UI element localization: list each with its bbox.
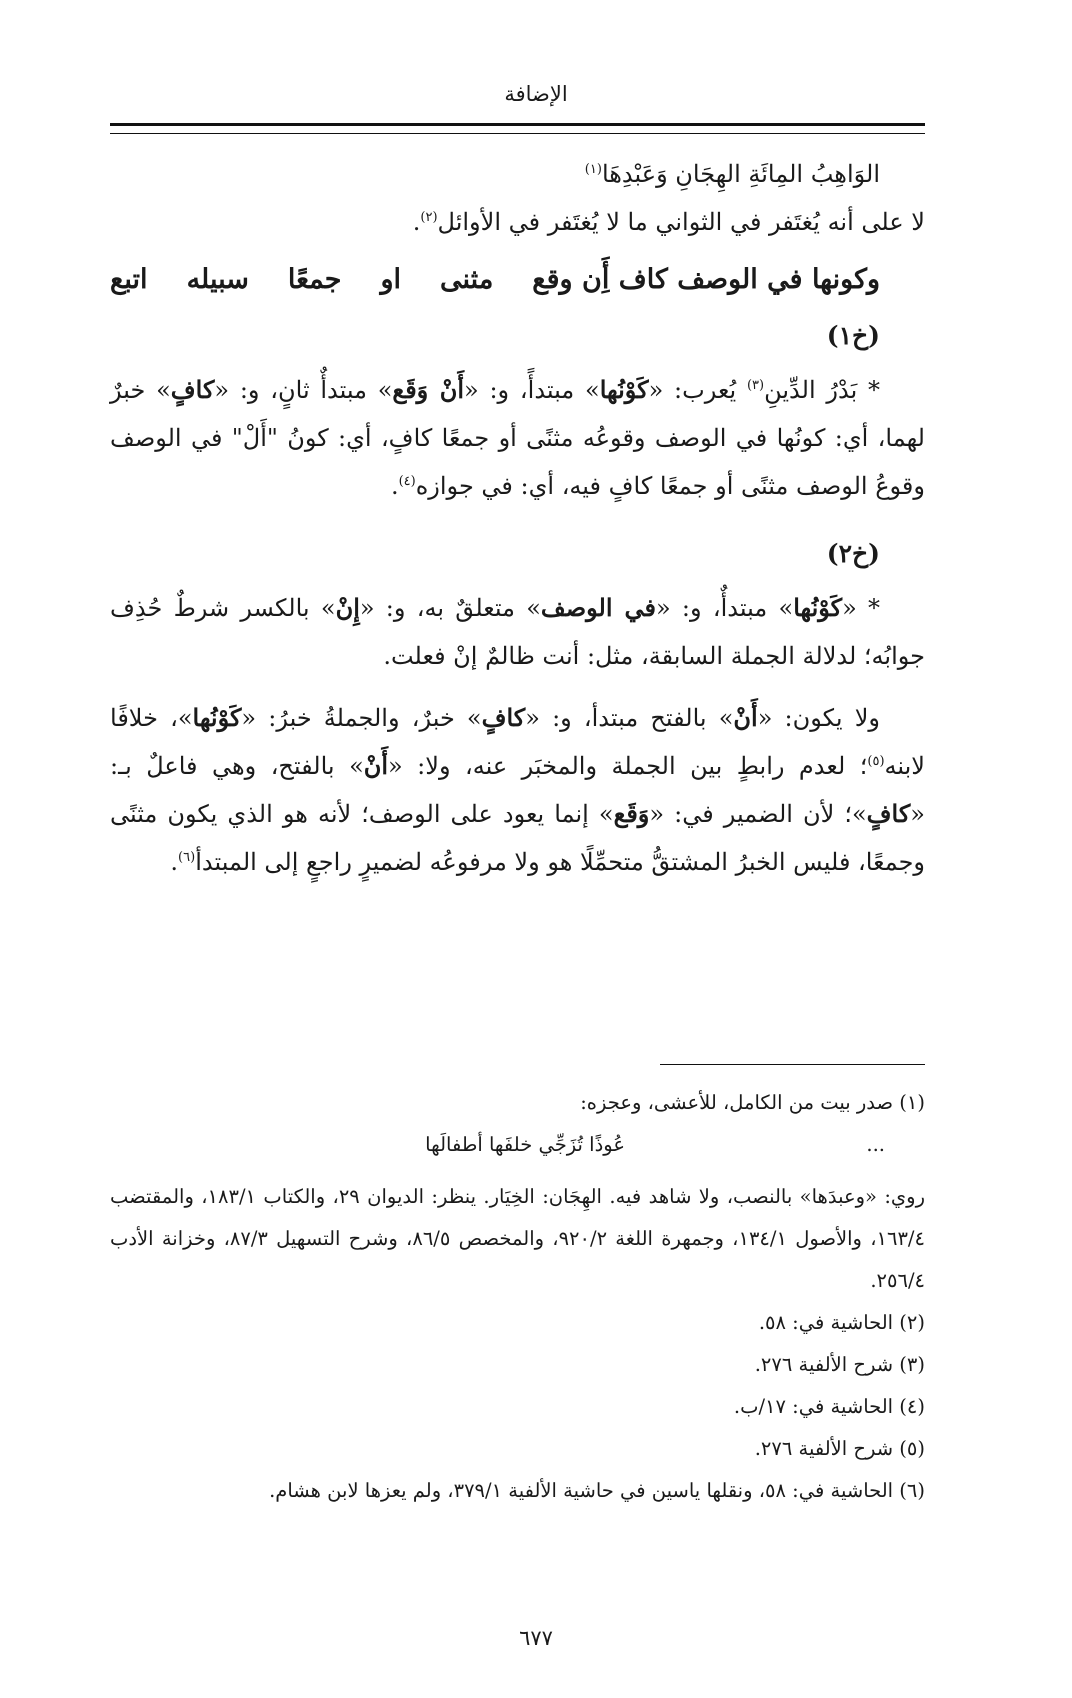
ellipsis: ... [866,1133,885,1156]
footnote-3: (٣) شرح الألفية ٢٧٦. [754,1353,925,1376]
footnote-4: (٤) الحاشية في: ١٧/ب. [733,1395,925,1418]
paragraph-3: ولا يكون: «أَنْ» بالفتح مبتدأ، و: «كافٍ» خبرٌ، والجملةُ خبرُ: «كَوْنُها»، خلافًا لابنه$^{(٥)}$؛ لعدم رابطٍ بين الجملة والمخبَر عنه، ولا: «أَنْ» بالفتح، وهي فاعلٌ بـ: «كافٍ»؛ لأن الضمير في: «وَقَع» إنما يعود على الوصف؛ لأنه هو الذي يكون مثنًى وجمعًا، فليس الخبرُ المشتقُّ متحمِّلًا هو ولا مرفوعُه لضميرٍ راجعٍ إلى المبتدأ$^{(٦)}$. [110,703,925,876]
header-rule-thick [110,123,925,126]
footnote-1-sources: روي: «وعبدَها» بالنصب، ولا شاهد فيه. الهِجَان: الخِيَار. ينظر: الديوان ٢٩، والكتاب ١٨٣/١، والمقتضب ١٦٣/٤، والأصول ١٣٤/١، وجمهرة اللغة ٩٢٠/٢، والمخصص ٨٦/٥، وشرح التسهيل ٨٧/٣، وخزانة الأدب ٢٥٦/٤. [110,1185,925,1292]
footnote-1: (١) صدر بيت من الكامل، للأعشى، وعجزه: [580,1091,925,1114]
paragraph-2: * «كَوْنُها» مبتدأٌ، و: «في الوصف» متعلقٌ به، و: «إِنْ» بالكسر شرطٌ حُذِف جوابُه؛ لدلالة الجملة السابقة، مثل: أنت ظالمٌ إنْ فعلت. [110,593,925,670]
footnote-ref-1: (١) [584,162,602,177]
manuscript-marker-1: (خ١) [826,321,880,350]
main-text [110,150,925,886]
footnote-ref-4: (٤) [398,474,416,489]
footnote-separator [660,1064,925,1065]
footnote-6: (٦) الحاشية في: ٥٨، ونقلها ياسين في حاشية الألفية ٣٧٩/١، ولم يعزها لابن هشام. [269,1479,925,1502]
verse-word: مثنى [440,264,494,295]
verse-word: جمعًا [287,264,342,295]
footnotes [110,1082,925,1512]
header-rule-thin [110,133,925,134]
verse-word: وكونها في الوصف كاف أَِن وقع [532,264,880,295]
footnote-1-verse [110,1124,925,1166]
verse-word: او [380,264,402,295]
alfiyya-verse [110,254,925,306]
footnote-ref-3: (٣) [746,378,765,393]
poem-line: الوَاهِبُ المِائَةِ الهِجَانِ وَعَبْدِهَا$^{(١)}$ [584,160,880,188]
paragraph-1: * بَدْرُ الدِّينِ$^{(٣)}$ يُعرب: «كَوْنُها» مبتدأً، و: «أَنْ وَقَع» مبتدأٌ ثانٍ، و: «كافٍ» خبرٌ لهما، أي: كونُها في الوصف وقوعُه مثنًى أو جمعًا كافٍ، أي: كونُ "أَلْ" في الوصف وقوعُ الوصف مثنًى أو جمعًا كافٍ فيه، أي: في جوازه$^{(٤)}$. [110,375,925,500]
footnote-ref-2: (٢) [420,210,438,225]
page-number: ٦٧٧ [519,1626,553,1650]
paragraph-la: لا على أنه يُغتَفر في الثواني ما لا يُغتَفر في الأوائل$^{(٢)}$. [412,208,925,236]
verse-word: اتبع [110,264,148,295]
footnote-ref-5: (٥) [867,754,885,769]
running-header: الإضافة [504,82,568,106]
footnote-2: (٢) الحاشية في: ٥٨. [758,1311,925,1334]
footnote-ref-6: (٦) [178,850,196,865]
verse-word: سبيله [186,264,249,295]
manuscript-marker-2: (خ٢) [826,539,880,568]
footnote-5: (٥) شرح الألفية ٢٧٦. [754,1437,925,1460]
verse-hemistich: عُوذًا تُزَجِّي خلفَها أطفالَها [425,1133,625,1156]
